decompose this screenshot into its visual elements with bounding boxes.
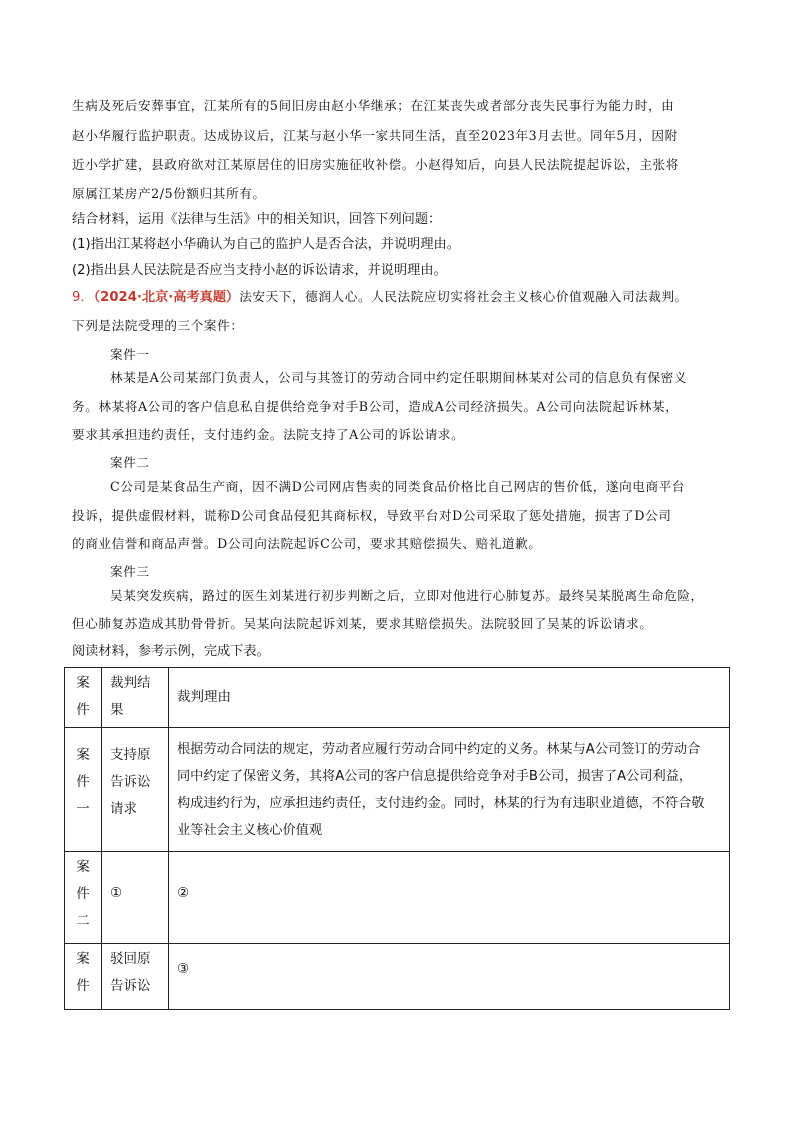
row2-case: 案件二 <box>65 852 102 944</box>
case-1-line: 要求其承担违约责任，支付违约金。法院支持了A公司的诉讼请求。 <box>72 427 465 442</box>
material-line: 赵小华履行监护职责。达成协议后，江某与赵小华一家共同生活，直至2023年3月去世。同年5月，因附 <box>72 128 678 143</box>
table-row <box>65 728 730 852</box>
row2-result-blank-1[interactable]: ① <box>102 852 169 944</box>
question-9-header <box>72 286 688 305</box>
case-2-line: 投诉，提供虚假材料，谎称D公司食品侵犯其商标权，导致平台对D公司采取了惩处措施，损害了D公司 <box>72 508 672 523</box>
answer-table <box>64 667 730 1010</box>
header-reason: 裁判理由 <box>169 668 730 728</box>
case-1-line: 林某是A公司某部门负责人，公司与其签订的劳动合同中约定任职期间林某对公司的信息负有保密义 <box>110 370 688 385</box>
case-1-title: 案件一 <box>110 347 150 362</box>
row1-reason <box>169 728 730 852</box>
table-row <box>65 944 730 1010</box>
header-case: 案件 <box>65 668 102 728</box>
table-row <box>65 852 730 944</box>
row1-case: 案件一 <box>65 728 102 852</box>
sub-question-1: (1)指出江某将赵小华确认为自己的监护人是否合法，并说明理由。 <box>72 237 460 252</box>
header-result: 裁判结果 <box>102 668 169 728</box>
case-3-line: 但心肺复苏造成其肋骨骨折。吴某向法院起诉刘某，要求其赔偿损失。法院驳回了吴某的诉讼请求。 <box>72 616 653 631</box>
sub-question-2: (2)指出县人民法院是否应当支持小赵的诉讼请求，并说明理由。 <box>72 263 447 278</box>
reason-line: 构成违约行为，应承担违约责任，支付违约金。同时，林某的行为有违职业道德，不符合敬 <box>177 796 705 811</box>
table-instruction: 阅读材料，参考示例，完成下表。 <box>72 644 270 659</box>
question-intro-2: 下列是法院受理的三个案件： <box>72 318 244 333</box>
row3-result: 驳回原告诉讼 <box>102 944 169 1010</box>
case-2-line: 的商业信誉和商品声誉。D公司向法院起诉C公司，要求其赔偿损失、赔礼道歉。 <box>72 536 542 551</box>
reason-line: 同中约定了保密义务，其将A公司的客户信息提供给竞争对手B公司，损害了A公司利益， <box>177 769 693 784</box>
row2-reason-blank-2[interactable]: ② <box>169 852 730 944</box>
question-source: （2024·北京·高考真题） <box>93 290 240 305</box>
row3-reason-blank-3[interactable]: ③ <box>169 944 730 1010</box>
row1-result: 支持原告诉讼请求 <box>102 728 169 852</box>
reason-line: 根据劳动合同法的规定，劳动者应履行劳动合同中约定的义务。林某与A公司签订的劳动合 <box>177 742 701 757</box>
case-2-title: 案件二 <box>110 455 150 470</box>
reason-line: 业等社会主义核心价值观 <box>177 823 323 838</box>
question-number: 9． <box>72 290 94 305</box>
material-line: 生病及死后安葬事宜，江某所有的5间旧房由赵小华继承；在江某丧失或者部分丧失民事行为能力时，由 <box>72 98 675 113</box>
row3-case: 案件 <box>65 944 102 1010</box>
table-header-row <box>65 668 730 728</box>
case-3-line: 吴某突发疾病，路过的医生刘某进行初步判断之后，立即对他进行心肺复苏。最终吴某脱离生命危险， <box>110 588 704 603</box>
question-intro: 法安天下，德润人心。人民法院应切实将社会主义核心价值观融入司法裁判。 <box>239 289 688 304</box>
case-1-line: 务。林某将A公司的客户信息私自提供给竞争对手B公司，造成A公司经济损失。A公司向法院起诉林某， <box>72 399 679 414</box>
case-2-line: C公司是某食品生产商，因不满D公司网店售卖的同类食品价格比自己网店的售价低，遂向电商平台 <box>110 479 686 494</box>
material-line: 近小学扩建，县政府欲对江某原居住的旧房实施征收补偿。小赵得知后，向县人民法院提起诉讼，主张将 <box>72 157 679 172</box>
question-prompt: 结合材料，运用《法律与生活》中的相关知识，回答下列问题： <box>72 212 442 227</box>
case-3-title: 案件三 <box>110 564 150 579</box>
material-line: 原属江某房产2/5份额归其所有。 <box>72 186 266 201</box>
